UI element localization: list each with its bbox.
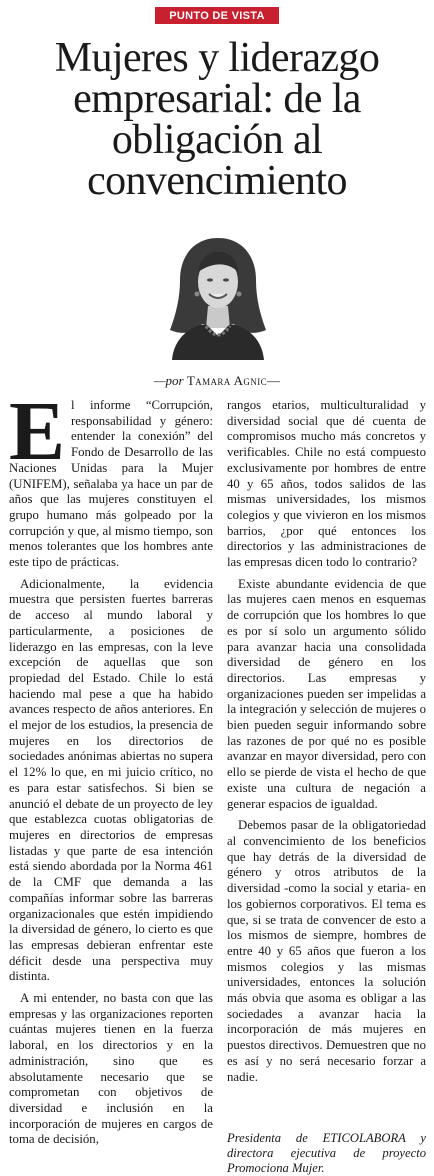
author-signature: Presidenta de ETICOLABORA y directora ejecutiva de proyecto Promociona Mujer. (227, 1131, 426, 1175)
article-column-left (9, 385, 213, 1154)
paragraph-1 (9, 385, 213, 571)
paragraph-4: rangos etarios, multiculturalidad y diversidad social que dé cuenta de compromisos mucho más concretos y verificables. Chile no está compuesto exclusivamente por hombres de entre 40 y 65 años, todos salidos de las mismas universidades, los mismos colegios y que vivieron en los mismos barrios, ¿por qué entonces los directorios y las administraciones de las empresas dicen todo lo contrario? (227, 398, 426, 570)
byline-suffix: — (267, 373, 281, 388)
paragraph-5: Existe abundante evidencia de que las mujeres caen menos en esquemas de corrupción que los hombres lo que es por sí solo un argumento sólido para avanzar hacia una consolidada diversidad de género en los directorios. Las empresas y organizaciones pueden ser impelidas a la integración y selección de mujeres o bien pueden seguir informando sobre las razones de por qué no es posible avanzar en mayor diversidad, pero con ello se pierde de vista el hecho de que existe una cultura de negación a generar espacios de igualdad. (227, 576, 426, 811)
article-headline (14, 35, 420, 204)
kicker-label: PUNTO DE VISTA (155, 7, 278, 24)
paragraph-6: Debemos pasar de la obligatoriedad al convencimiento de los beneficios que hay detrás de la diversidad de género y otros atributos de la diversidad -como la social y etaria- en los gobiernos corporativos. El tema es que, si se trata de convencer de esto a los mismos de siempre, hombres de entre 40 y 65 años que fueron a los mismos colegios y las mismas universidades, entonces la solución más obvia que asoma es obligar a las sociedades a avanzar hacia la incorporación de más mujeres en puestos directivos. Demuestren que no es así y no será necesario forzar a nadie. (227, 818, 426, 1084)
headline-line-1: Mujeres y liderazgo (54, 35, 380, 81)
paragraph-3: A mi entender, no basta con que las empresas y las organizaciones reporten cuántas mujeres tienen en la fuerza laboral, en los directorios y en la administración, sino que es absolutamente necesario que se comprometan con objetivos de diversidad e inclusión en la incorporación de mujeres en cargos de toma de decisión, (9, 991, 213, 1147)
drop-cap: E (9, 385, 66, 478)
byline-prefix: —por (153, 373, 184, 388)
byline-author: Tamara Agnic (186, 373, 268, 388)
paragraph-2: Adicionalmente, la evidencia muestra que persisten fuertes barreras de acceso al mundo laboral y particularmente, a posiciones de liderazgo en las empresas, con la leve excepción de aquellas que son propiedad del Estado. Chile lo está haciendo mal pese a que ha habido avances respecto de años anteriores. En el mejor de los estudios, la presencia de mujeres en los directorios de sociedades anónimas abiertas no supera el 12% lo que, en mi juicio crítico, no es para estar satisfechos. Si bien se anunció el debate de un proyecto de ley que establezca cuotas obligatorias de mujeres en directorios de empresas listadas y que parte de esa intención está siendo abordada por la Norma 461 de la CMF que demanda a las compañías informar sobre las barreras organizacionales que estén impidiendo la diversidad de género, lo cierto es que las empresas debieran enfrentar este déficit desde una perspectiva muy distinta. (9, 576, 213, 984)
author-byline (0, 373, 434, 389)
headline-line-4: convencimiento (87, 158, 347, 204)
headline-line-3: obligación al (111, 117, 323, 163)
author-portrait (166, 232, 270, 360)
paragraph-1-text: l informe “Corrupción, responsabilidad y género: entender la conexión” del Fondo de Desarrollo de las Naciones Unidas para la Mujer (UNIFEM), señalaba ya hace un par de años que las mujeres constituyen el grupo humano más golpeado por la corrupción y que, al mismo tiempo, son menos tolerantes que los hombres ante este tipo de prácticas. (9, 398, 213, 570)
section-kicker (0, 6, 434, 24)
article-column-right (227, 398, 426, 1091)
headline-line-2: empresarial: de la (73, 76, 361, 122)
